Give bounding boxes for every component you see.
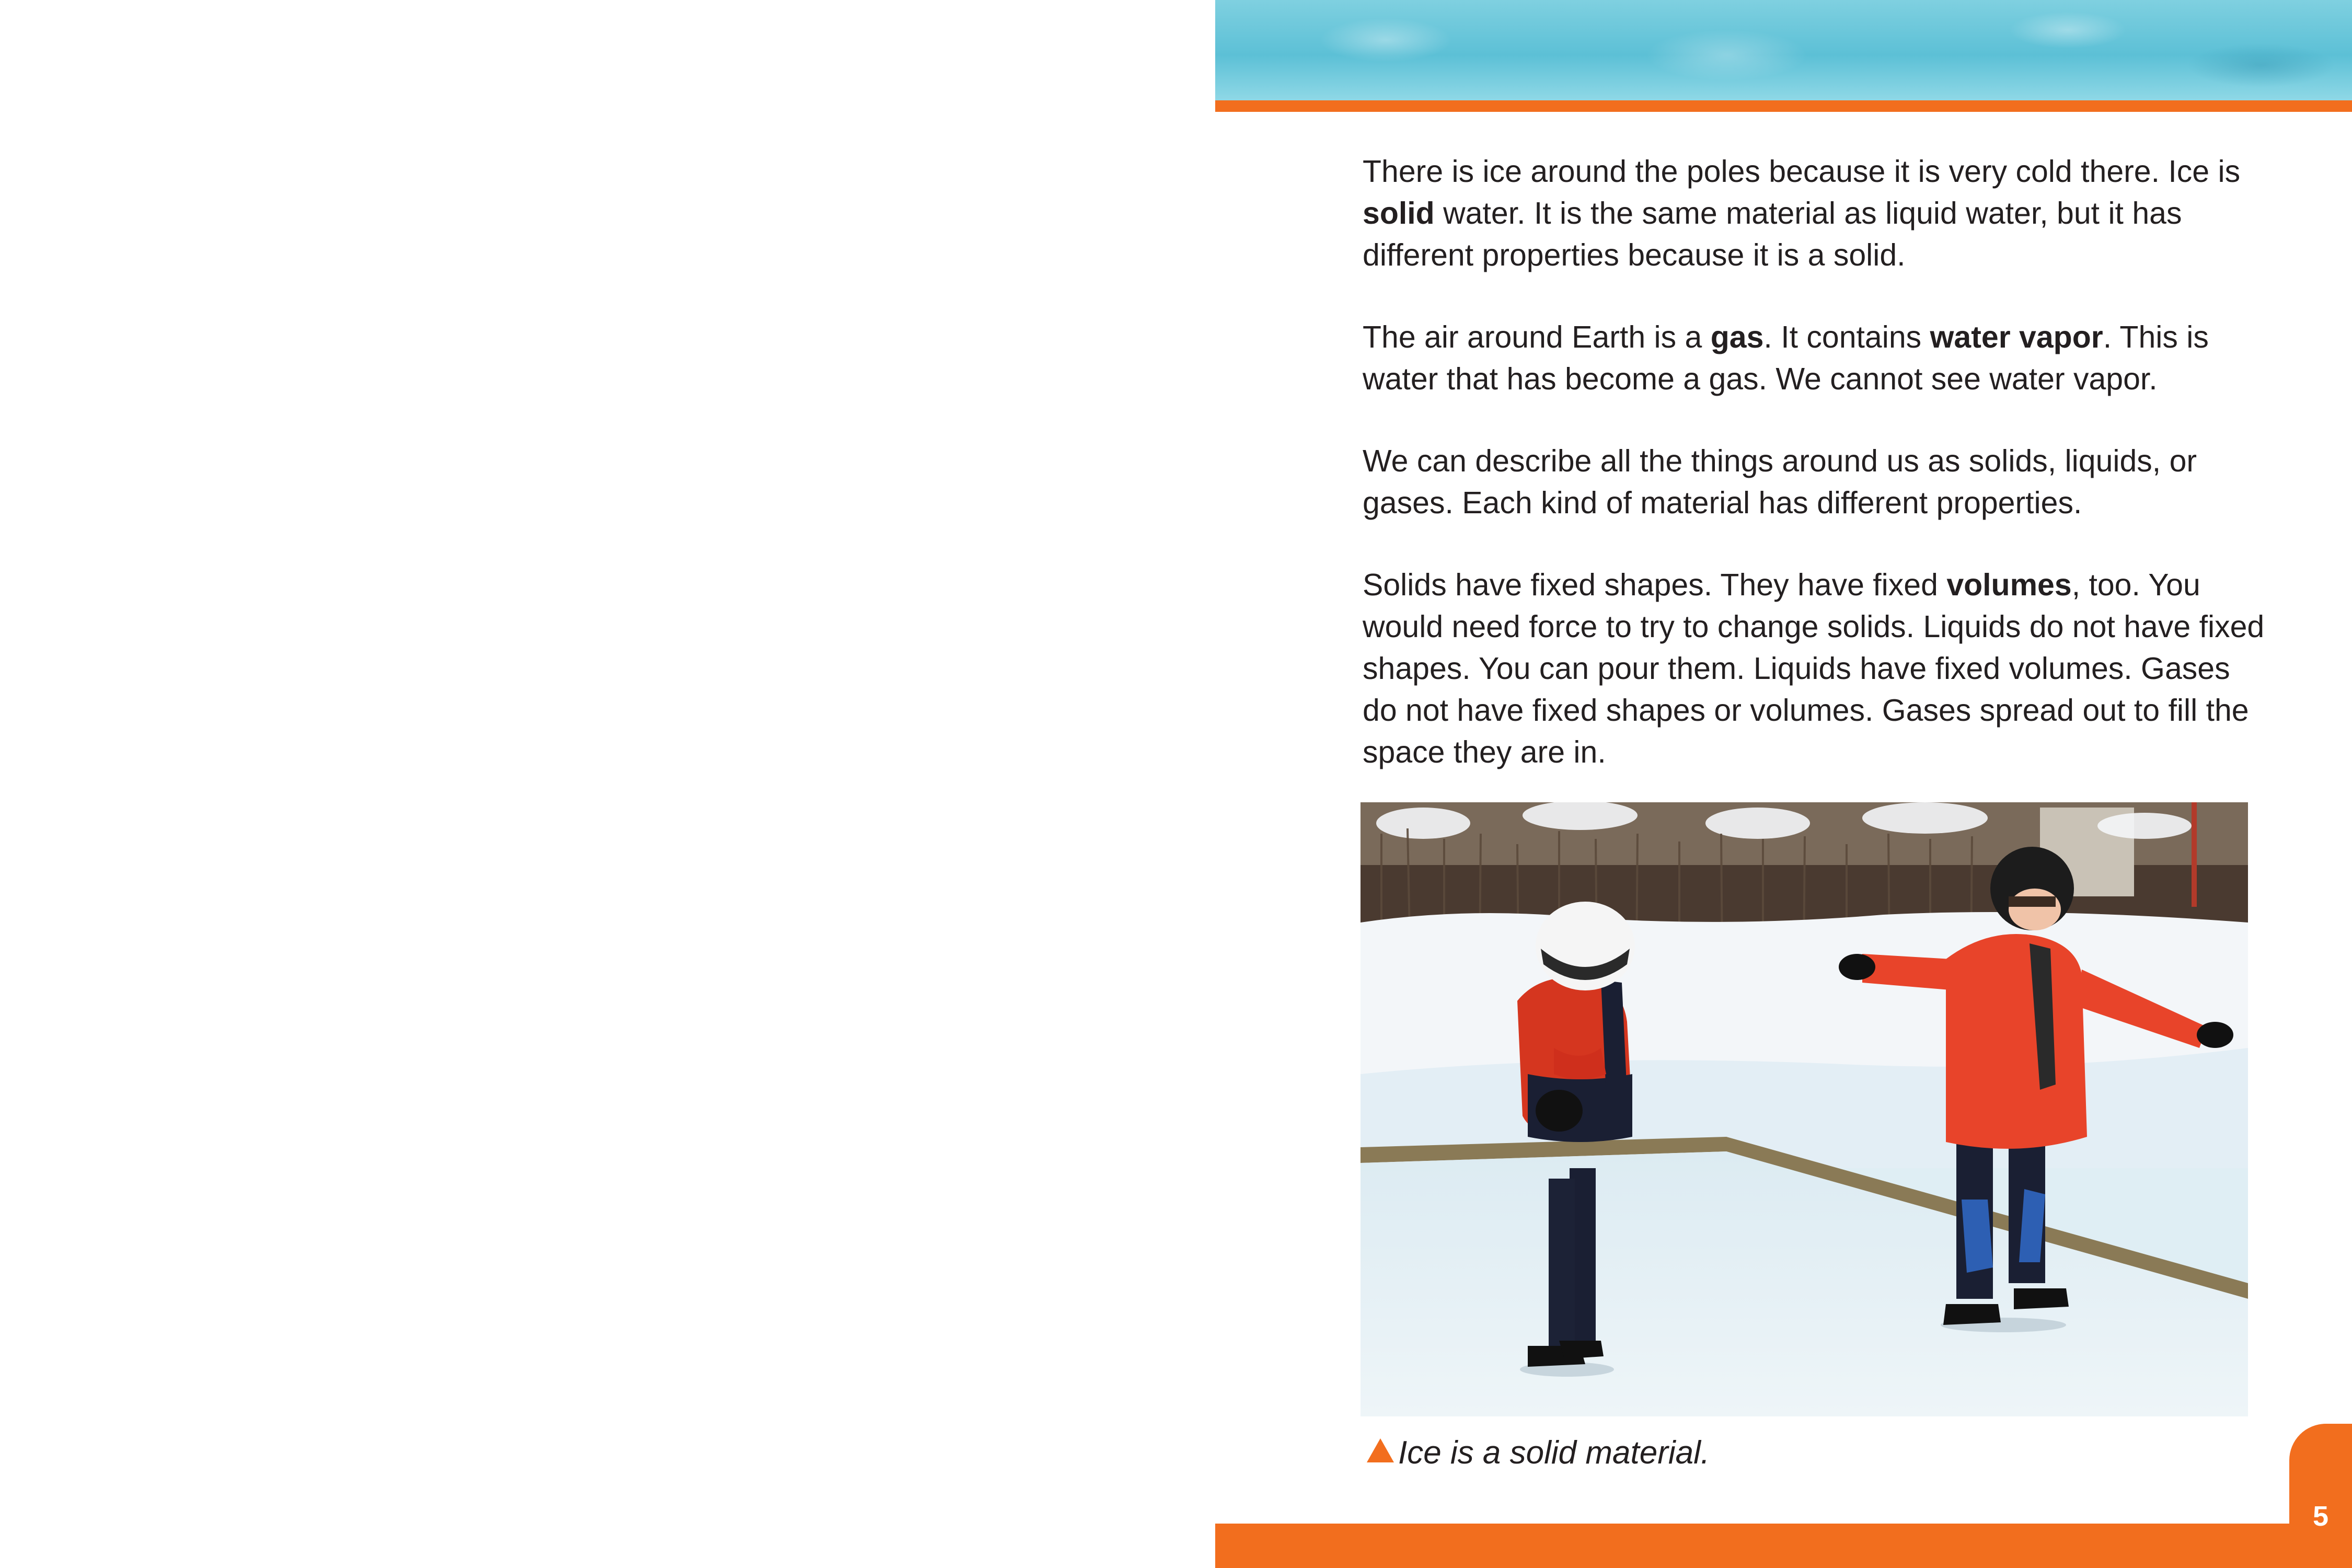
photo-caption: [1367, 1432, 1710, 1474]
paragraph-text: , too. You would need force to try to change solids. Liquids do not have fixed shapes. You can pour them. Liquids have fixed volumes. Gases do not have fixed shapes or volumes. Gases spread out to fill the space they are in.: [1363, 568, 2265, 769]
paragraph-text: water. It is the same material as liquid water, but it has different properties because it is a solid.: [1363, 196, 2182, 272]
paragraph: [1363, 151, 2272, 276]
key-term-volumes: volumes: [1946, 568, 2072, 602]
orange-divider-stripe: [1215, 100, 2352, 112]
paragraph-text: We can describe all the things around us as solids, liquids, or gases. Each kind of material has different properties.: [1363, 444, 2197, 520]
paragraph-text: The air around Earth is a: [1363, 320, 1711, 354]
page-number-tab: [2289, 1424, 2352, 1568]
right-page: [1215, 0, 2352, 1568]
key-term-water-vapor: water vapor: [1930, 320, 2103, 354]
key-term-gas: gas: [1710, 320, 1764, 354]
paragraph-text: . This is water that has become a gas. We cannot see water vapor.: [1363, 320, 2209, 396]
footer-orange-bar: [1215, 1524, 2352, 1568]
skating-photo-illustration: [1361, 802, 2248, 1416]
caption-text: Ice is a solid material.: [1398, 1435, 1710, 1471]
paragraph-text: There is ice around the poles because it is very cold there. Ice is: [1363, 154, 2241, 189]
paragraph-text: . It contains: [1763, 320, 1930, 354]
photo-children-ice-skating: [1361, 802, 2248, 1416]
paragraph: [1363, 564, 2272, 773]
body-text: [1363, 151, 2272, 813]
paragraph-text: Solids have fixed shapes. They have fixed: [1363, 568, 1947, 602]
paragraph: [1363, 440, 2272, 524]
orange-triangle-icon: [1367, 1438, 1394, 1462]
paragraph: [1363, 316, 2272, 400]
page-number: 5: [2312, 1501, 2329, 1532]
ice-texture-banner: [1215, 0, 2352, 100]
key-term-solid: solid: [1363, 196, 1435, 230]
